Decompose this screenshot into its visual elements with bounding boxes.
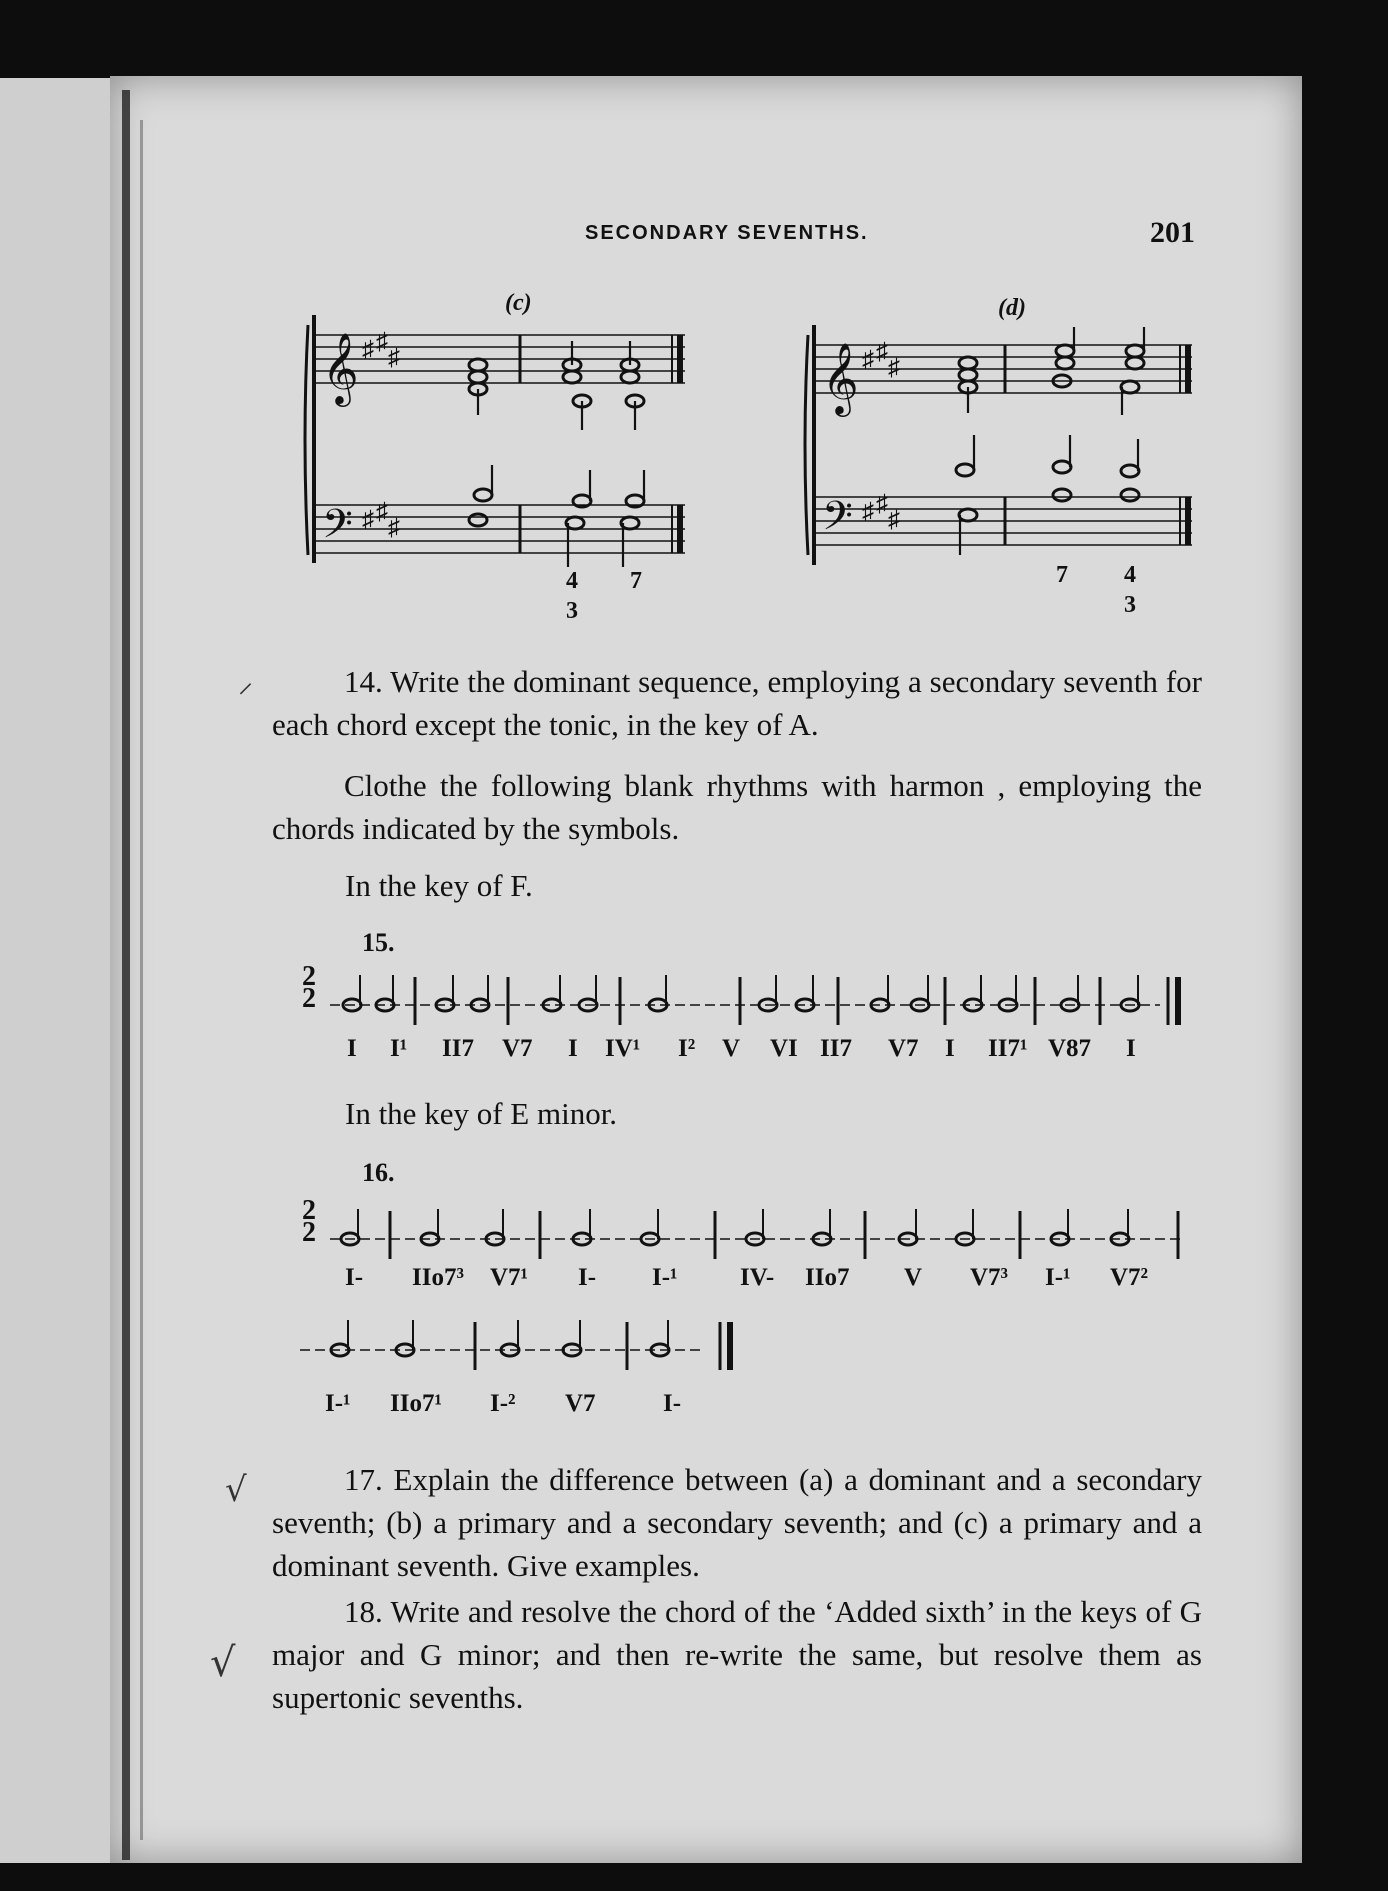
exercise-15-time-signature: 2 2 (302, 961, 316, 1014)
svg-text:♯: ♯ (388, 345, 400, 371)
exercise-16-rhythm-line1 (330, 1194, 1190, 1264)
exercise-16-rhythm-line2 (300, 1310, 800, 1390)
symbol: I-¹ (652, 1264, 678, 1291)
symbol: I- (345, 1264, 364, 1291)
svg-text:𝄢: 𝄢 (322, 501, 353, 557)
exercise-16-time-signature: 2 2 (302, 1195, 316, 1248)
example-d-label: (d) (998, 295, 1026, 321)
exercise-18: 18. Write and resolve the chord of the ‘Added sixth’ in the keys of G major and G minor; and then re-write the same, but resolve them as supertonic sevenths. (272, 1594, 1202, 1715)
exercise-16-key: In the key of E minor. (345, 1096, 618, 1131)
check-mark: √ (225, 1470, 247, 1510)
example-d-figure-3: 3 (1124, 592, 1136, 618)
example-d-figure-4: 4 (1124, 562, 1136, 588)
instructions: Clothe the following blank rhythms with harmon , employing the chords indicated by the symbols. (272, 768, 1202, 846)
symbol: I (1126, 1035, 1136, 1062)
symbol: I (347, 1035, 357, 1062)
symbol: I¹ (390, 1035, 408, 1062)
svg-text:♯: ♯ (376, 329, 388, 355)
exercise-15-key: In the key of F. (345, 868, 533, 903)
symbol: V (904, 1264, 923, 1291)
binding-edge (140, 120, 143, 1840)
page-number: 201 (1150, 216, 1195, 249)
symbol: I-¹ (325, 1390, 351, 1417)
svg-text:♯: ♯ (376, 499, 388, 525)
exercise-15-number: 15. (362, 928, 395, 957)
binding-shadow (122, 90, 130, 1860)
exercise-17: 17. Explain the difference between (a) a dominant and a secondary seventh; (b) a primary and a secondary seventh; and (c) a primary and a dominant seventh. Give examples. (272, 1462, 1202, 1583)
symbol: II7¹ (988, 1035, 1028, 1062)
exercise-15-rhythm (330, 960, 1190, 1030)
check-mark: √ (210, 1640, 236, 1686)
example-c-score (300, 305, 700, 575)
example-d-figure-7: 7 (1056, 562, 1068, 588)
symbol: I (945, 1035, 955, 1062)
symbol: V87 (1048, 1035, 1092, 1062)
symbol: IV- (740, 1264, 775, 1291)
symbol: I² (678, 1035, 696, 1062)
example-c-figure-4: 4 (566, 568, 578, 594)
example-c-figure-3: 3 (566, 598, 578, 624)
symbol: II7 (820, 1035, 852, 1062)
svg-text:♯: ♯ (888, 507, 900, 533)
running-title: SECONDARY SEVENTHS. (585, 222, 869, 244)
svg-text:♯: ♯ (862, 499, 874, 525)
symbol: VI (770, 1035, 798, 1062)
svg-text:♯: ♯ (362, 507, 374, 533)
symbol: V7¹ (490, 1264, 529, 1291)
example-c-label: (c) (505, 290, 532, 316)
symbol: V7³ (970, 1264, 1009, 1291)
svg-text:♯: ♯ (888, 355, 900, 381)
symbol: IV¹ (605, 1035, 641, 1062)
svg-text:♯: ♯ (862, 347, 874, 373)
symbol: V7² (1110, 1264, 1149, 1291)
exercise-16-number: 16. (362, 1158, 395, 1187)
symbol: IIo7 (805, 1264, 850, 1291)
symbol: II7 (442, 1035, 474, 1062)
example-c-figure-7: 7 (630, 568, 642, 594)
symbol: IIo7³ (412, 1264, 464, 1291)
svg-text:𝄞: 𝄞 (322, 331, 359, 404)
symbol: I (568, 1035, 578, 1062)
svg-text:𝄢: 𝄢 (822, 493, 853, 549)
svg-text:♯: ♯ (876, 491, 888, 517)
symbol: V (722, 1035, 741, 1062)
symbol: I-¹ (1045, 1264, 1071, 1291)
svg-text:♯: ♯ (362, 337, 374, 363)
symbol: V7 (888, 1035, 919, 1062)
pencil-mark: ⸝ (238, 665, 253, 700)
symbol: IIo7¹ (390, 1390, 442, 1417)
svg-text:♯: ♯ (388, 515, 400, 541)
symbol: I- (578, 1264, 597, 1291)
symbol: V7 (502, 1035, 533, 1062)
example-d-score (800, 315, 1200, 575)
symbol: I- (663, 1390, 682, 1417)
symbol: I-² (490, 1390, 516, 1417)
svg-text:𝄞: 𝄞 (822, 341, 859, 414)
exercise-14: 14. Write the dominant sequence, employing a secondary seventh for each chord except the tonic, in the key of A. (272, 664, 1202, 742)
svg-text:♯: ♯ (876, 339, 888, 365)
symbol: V7 (565, 1390, 596, 1417)
